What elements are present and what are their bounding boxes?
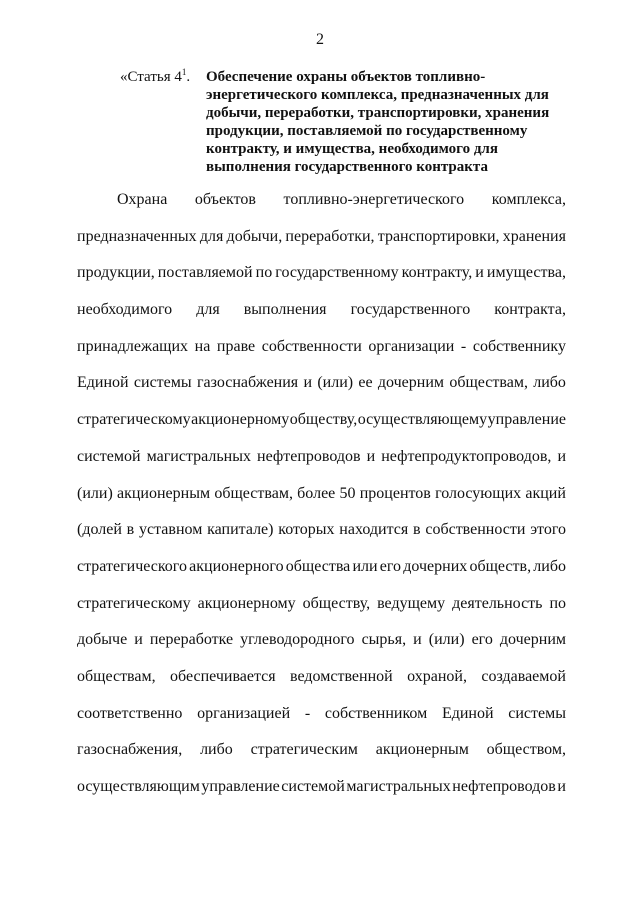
body-line: стратегическому акционерному обществу, осуществляющему управление bbox=[77, 411, 566, 429]
article-heading bbox=[120, 68, 580, 176]
article-number-superscript: 1 bbox=[181, 67, 187, 77]
body-line: Единой системы газоснабжения и (или) ее дочерним обществам, либо bbox=[77, 374, 566, 392]
article-title-line: контракту, и имущества, необходимого для bbox=[206, 141, 498, 157]
page-number: 2 bbox=[316, 31, 324, 48]
body-line: обществам, обеспечивается ведомственной охраной, создаваемой bbox=[77, 667, 566, 685]
body-line: (или) акционерным обществам, более 50 процентов голосующих акций bbox=[77, 484, 566, 502]
article-title-line: добычи, переработки, транспортировки, хранения bbox=[206, 105, 550, 121]
article-title-line: энергетического комплекса, предназначенных для bbox=[206, 87, 549, 103]
body-line: необходимого для выполнения государственного контракта, bbox=[77, 301, 566, 319]
body-line: добыче и переработке углеводородного сырья, и (или) его дочерним bbox=[77, 631, 566, 649]
article-label-text: «Статья 4 bbox=[120, 69, 182, 85]
body-line: стратегического акционерного общества или его дочерних обществ, либо bbox=[77, 557, 566, 575]
body-line: осуществляющим управление системой магистральных нефтепроводов и bbox=[77, 778, 566, 795]
body-line: (долей в уставном капитале) которых находится в собственности этого bbox=[77, 521, 566, 539]
article-title-line: выполнения государственного контракта bbox=[206, 159, 488, 175]
body-line: газоснабжения, либо стратегическим акционерным обществом, bbox=[77, 741, 566, 759]
body-line: принадлежащих на праве собственности организации - собственнику bbox=[77, 337, 566, 355]
article-title-line: Обеспечение охраны объектов топливно- bbox=[206, 69, 486, 85]
article-title-line: продукции, поставляемой по государственному bbox=[206, 123, 528, 139]
body-line: соответственно организацией - собственником Единой системы bbox=[77, 704, 566, 722]
article-label bbox=[120, 68, 206, 176]
article-title bbox=[206, 68, 549, 176]
body-line: продукции, поставляемой по государственному контракту, и имущества, bbox=[77, 264, 566, 282]
body-line: системой магистральных нефтепроводов и нефтепродуктопроводов, и bbox=[77, 447, 566, 465]
body-line: Охрана объектов топливно-энергетического комплекса, bbox=[117, 191, 566, 208]
body-text bbox=[77, 182, 566, 806]
body-line: предназначенных для добычи, переработки, транспортировки, хранения bbox=[77, 227, 566, 245]
article-label-suffix: . bbox=[186, 69, 191, 85]
body-line: стратегическому акционерному обществу, ведущему деятельность по bbox=[77, 594, 566, 612]
